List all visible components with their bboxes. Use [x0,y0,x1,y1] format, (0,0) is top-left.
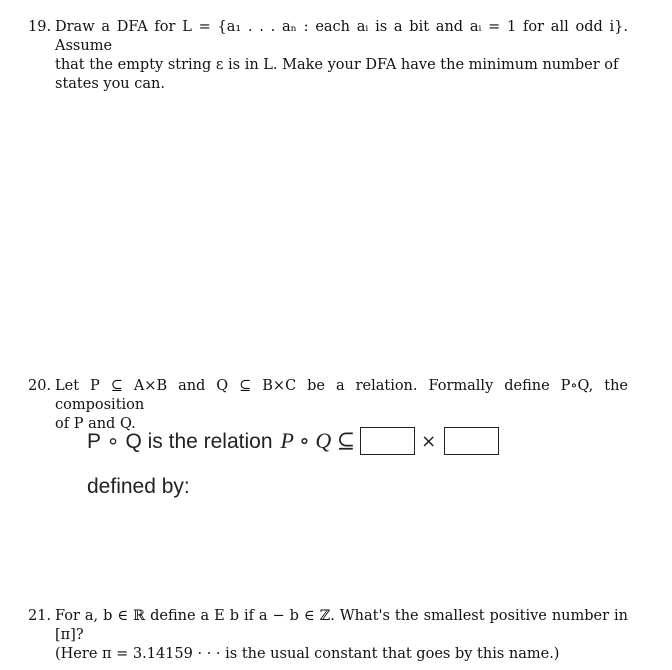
question-number: 20. [28,378,52,394]
times-symbol: × [421,430,437,452]
question-20 [28,377,628,434]
relation-prefix: P ∘ Q is the relation [87,429,273,453]
question-number: 19. [28,19,52,35]
question-19 [28,18,628,94]
relation-statement [87,427,499,455]
question-number: 21. [28,608,52,624]
question-text-line: (Here π = 3.14159 · · · is the usual constant that goes by this name.) [55,646,560,662]
question-text-line: Draw a DFA for L = {a₁ . . . aₙ : each aᵢ is a bit and aᵢ = 1 for all odd i}. Assume [55,19,628,54]
question-21 [28,607,628,664]
question-text-line: that the empty string ε is in L. Make your DFA have the minimum number of [55,57,619,73]
question-text-line: Let P ⊆ A×B and Q ⊆ B×C be a relation. Formally define P∘Q, the composition [55,378,628,413]
codomain-answer-box[interactable] [444,427,499,455]
domain-answer-box[interactable] [360,427,415,455]
question-text-line: of P and Q. [55,416,136,432]
relation-lhs: P ∘ Q ⊆ [280,428,356,453]
defined-by-label: defined by: [87,475,190,498]
question-text-line: states you can. [55,76,165,92]
question-text-line: For a, b ∈ ℝ define a E b if a − b ∈ ℤ. What's the smallest positive number in [π]? [55,608,628,643]
